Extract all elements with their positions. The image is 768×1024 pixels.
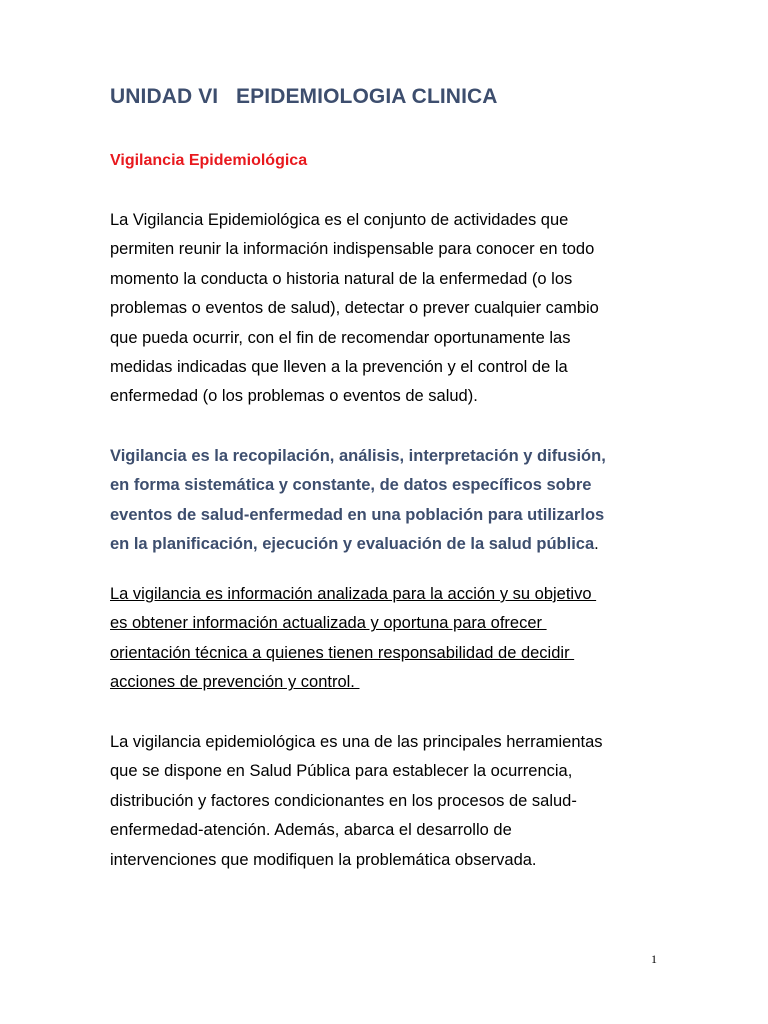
paragraph-definition [110,206,599,412]
paragraph-underlined [110,580,596,698]
paragraph-line: intervenciones que modifiquen la problemática observada. [110,850,537,869]
paragraph-line: momento la conducta o historia natural de la enfermedad (o los [110,269,573,288]
paragraph-line: medidas indicadas que lleven a la prevención y el control de la [110,358,568,377]
paragraph-line: permiten reunir la información indispensable para conocer en todo [110,240,595,259]
paragraph-line: que se dispone en Salud Pública para establecer la ocurrencia, [110,762,573,781]
paragraph-line: distribución y factores condicionantes en los procesos de salud- [110,791,577,810]
paragraph-line: en forma sistemática y constante, de datos específicos sobre [110,476,592,495]
document-title: UNIDAD VI EPIDEMIOLOGIA CLINICA [110,85,498,108]
paragraph-line: eventos de salud-enfermedad en una población para utilizarlos [110,505,605,524]
section-heading: Vigilancia Epidemiológica [110,152,308,169]
paragraph-line: acciones de prevención y control. [110,673,360,692]
paragraph-line: enfermedad (o los problemas o eventos de salud). [110,387,478,406]
paragraph-line: La vigilancia epidemiológica es una de las principales herramientas [110,733,603,751]
page-number: 1 [651,952,657,966]
paragraph-line: orientación técnica a quienes tienen responsabilidad de decidir [110,643,575,662]
paragraph-tools [110,728,603,875]
paragraph-line-text: en la planificación, ejecución y evaluación de la salud pública [110,535,595,554]
paragraph-trailing-period: . [594,535,599,554]
paragraph-bold-definition [110,442,606,560]
paragraph-line [110,530,606,559]
paragraph-line: es obtener información actualizada y oportuna para ofrecer [110,614,547,633]
paragraph-line: La Vigilancia Epidemiológica es el conjunto de actividades que [110,211,569,229]
paragraph-line: La vigilancia es información analizada para la acción y su objetivo [110,585,597,603]
paragraph-line: problemas o eventos de salud), detectar o prever cualquier cambio [110,299,599,318]
paragraph-line: enfermedad-atención. Además, abarca el desarrollo de [110,821,512,840]
paragraph-line: Vigilancia es la recopilación, análisis, interpretación y difusión, [110,447,606,465]
paragraph-line: que pueda ocurrir, con el fin de recomendar oportunamente las [110,328,571,347]
